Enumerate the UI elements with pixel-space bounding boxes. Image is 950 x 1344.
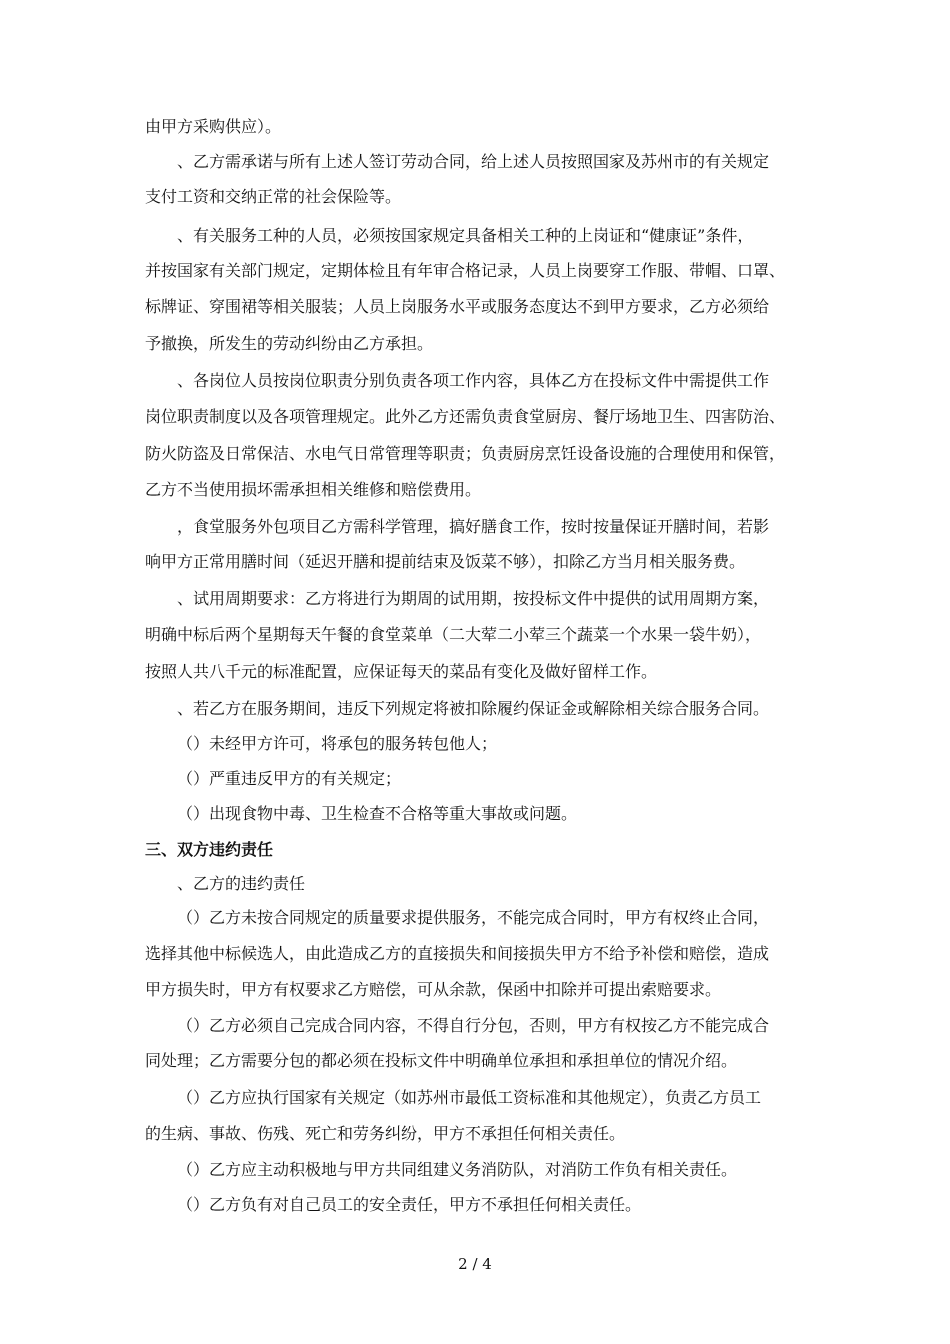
text-line: 由甲方采购供应）。 [145, 117, 282, 136]
text-line: 、乙方需承诺与所有上述人签订劳动合同，给上述人员按照国家及苏州市的有关规定 [177, 152, 770, 171]
text-line: 、各岗位人员按岗位职责分别负责各项工作内容，具体乙方在投标文件中需提供工作 [177, 371, 770, 390]
text-line: 标牌证、穿围裙等相关服装；人员上岗服务水平或服务态度达不到甲方要求，乙方必须给 [145, 297, 770, 316]
text-line: 支付工资和交纳正常的社会保险等。 [145, 187, 402, 206]
text-line: 响甲方正常用膳时间（延迟开膳和提前结束及饭菜不够），扣除乙方当月相关服务费。 [145, 552, 746, 571]
text-line: 、试用周期要求：乙方将进行为期周的试用期，按投标文件中提供的试用周期方案， [177, 589, 770, 608]
text-line: 予撤换，所发生的劳动纠纷由乙方承担。 [145, 334, 434, 353]
list-item: （）出现食物中毒、卫生检查不合格等重大事故或问题。 [177, 804, 578, 823]
text-line: 的生病、事故、伤残、死亡和劳务纠纷，甲方不承担任何相关责任。 [145, 1124, 626, 1143]
text-line: 、有关服务工种的人员，必须按国家规定具备相关工种的上岗证和“健康证”条件， [177, 226, 754, 245]
text-line: 按照人共八千元的标准配置，应保证每天的菜品有变化及做好留样工作。 [145, 662, 658, 681]
text-line: （）乙方负有对自己员工的安全责任，甲方不承担任何相关责任。 [177, 1195, 642, 1214]
text-line: 乙方不当使用损坏需承担相关维修和赔偿费用。 [145, 480, 482, 499]
text-line: （）乙方必须自己完成合同内容，不得自行分包，否则，甲方有权按乙方不能完成合 [177, 1016, 770, 1035]
text-line: （）乙方应主动积极地与甲方共同组建义务消防队，对消防工作负有相关责任。 [177, 1160, 738, 1179]
section-heading: 三、双方违约责任 [145, 840, 274, 859]
subsection-heading: 、乙方的违约责任 [177, 874, 306, 893]
text-line: ，食堂服务外包项目乙方需科学管理，搞好膳食工作，按时按量保证开膳时间，若影 [177, 517, 770, 536]
text-line: 甲方损失时，甲方有权要求乙方赔偿，可从余款，保函中扣除并可提出索赔要求。 [145, 980, 722, 999]
text-line: 、若乙方在服务期间，违反下列规定将被扣除履约保证金或解除相关综合服务合同。 [177, 699, 770, 718]
list-item: （）严重违反甲方的有关规定； [177, 769, 402, 788]
text-line: 同处理；乙方需要分包的都必须在投标文件中明确单位承担和承担单位的情况介绍。 [145, 1051, 738, 1070]
text-line: 防火防盗及日常保洁、水电气日常管理等职责；负责厨房烹饪设备设施的合理使用和保管， [145, 444, 786, 463]
text-line: （）乙方应执行国家有关规定（如苏州市最低工资标准和其他规定），负责乙方员工 [177, 1088, 762, 1107]
page-number: 2 / 4 [458, 1255, 492, 1273]
list-item: （）未经甲方许可，将承包的服务转包他人； [177, 734, 498, 753]
text-line: （）乙方未按合同规定的质量要求提供服务，不能完成合同时，甲方有权终止合同， [177, 908, 770, 927]
text-line: 并按国家有关部门规定，定期体检且有年审合格记录，人员上岗要穿工作服、带帽、口罩、 [145, 261, 786, 280]
text-line: 明确中标后两个星期每天午餐的食堂菜单（二大荤二小荤三个蔬菜一个水果一袋牛奶）， [145, 625, 762, 644]
text-line: 岗位职责制度以及各项管理规定。此外乙方还需负责食堂厨房、餐厅场地卫生、四害防治、 [145, 407, 786, 426]
text-line: 选择其他中标候选人，由此造成乙方的直接损失和间接损失甲方不给予补偿和赔偿，造成 [145, 944, 770, 963]
